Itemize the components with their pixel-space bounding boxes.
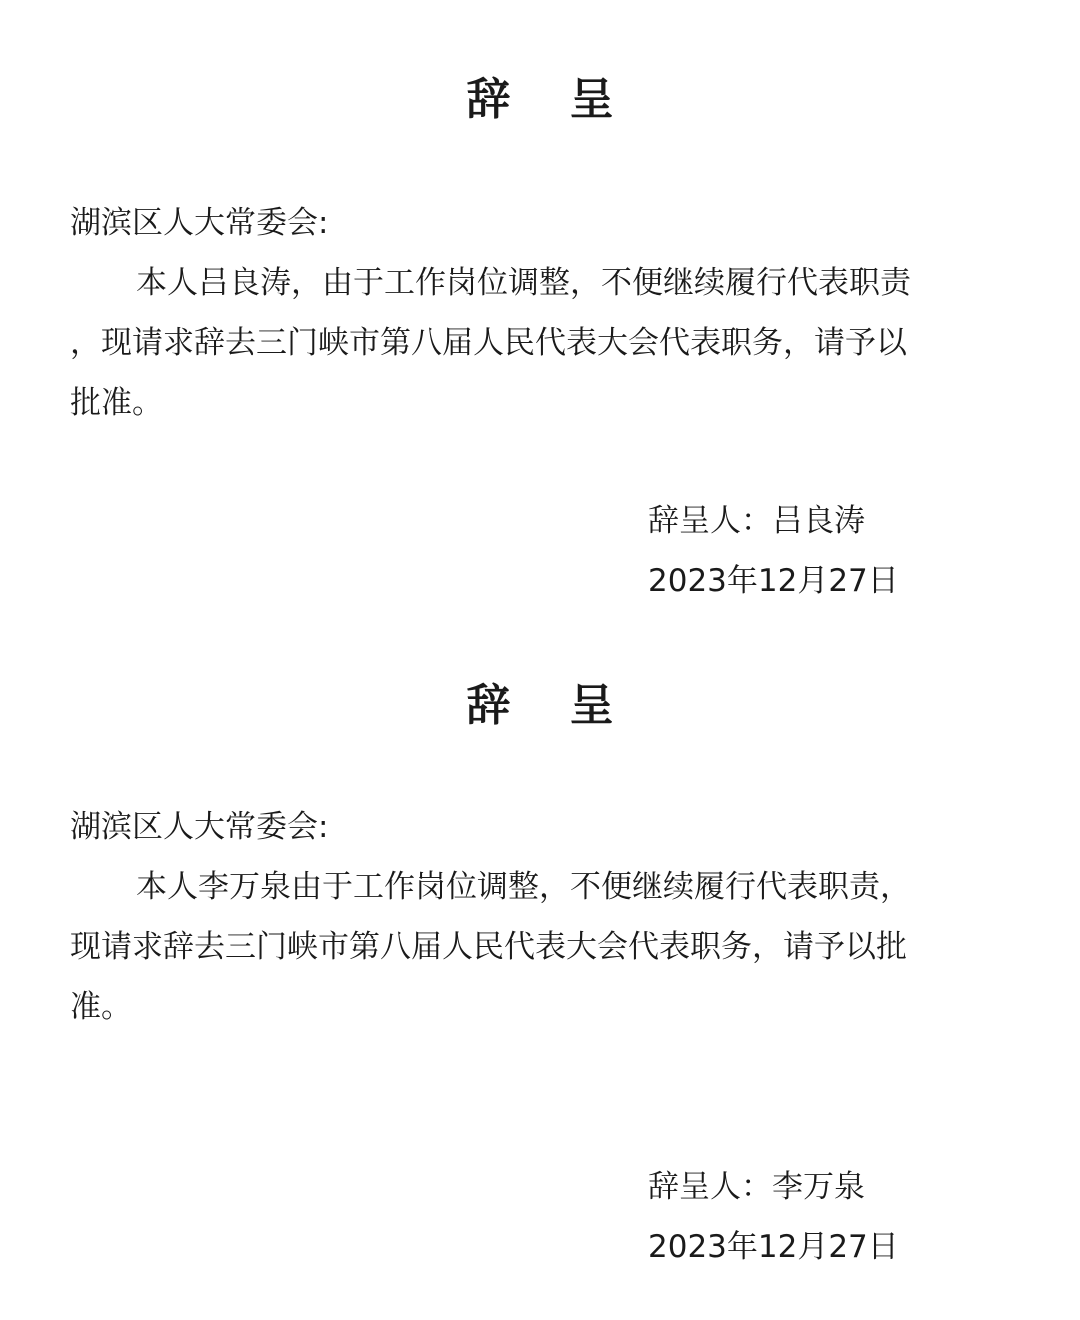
date: 2023年12月27日 [648,563,899,599]
date: 2023年12月27日 [648,1229,899,1265]
body-line: 本人李万泉由于工作岗位调整，不便继续履行代表职责， [136,869,911,905]
letter-title: 辞 呈 [466,680,636,731]
body-line: ，现请求辞去三门峡市第八届人民代表大会代表职务，请予以 [70,325,907,361]
body-line: 批准。 [70,385,163,421]
body-line: 本人吕良涛，由于工作岗位调整，不便继续履行代表职责 [136,265,911,301]
signatory: 辞呈人：李万泉 [648,1169,865,1205]
salutation: 湖滨区人大常委会: [70,205,329,241]
body-line: 准。 [70,989,132,1025]
body-line: 现请求辞去三门峡市第八届人民代表大会代表职务，请予以批 [70,929,907,965]
salutation: 湖滨区人大常委会: [70,809,329,845]
signatory: 辞呈人：吕良涛 [648,503,865,539]
letter-title: 辞 呈 [466,74,636,125]
